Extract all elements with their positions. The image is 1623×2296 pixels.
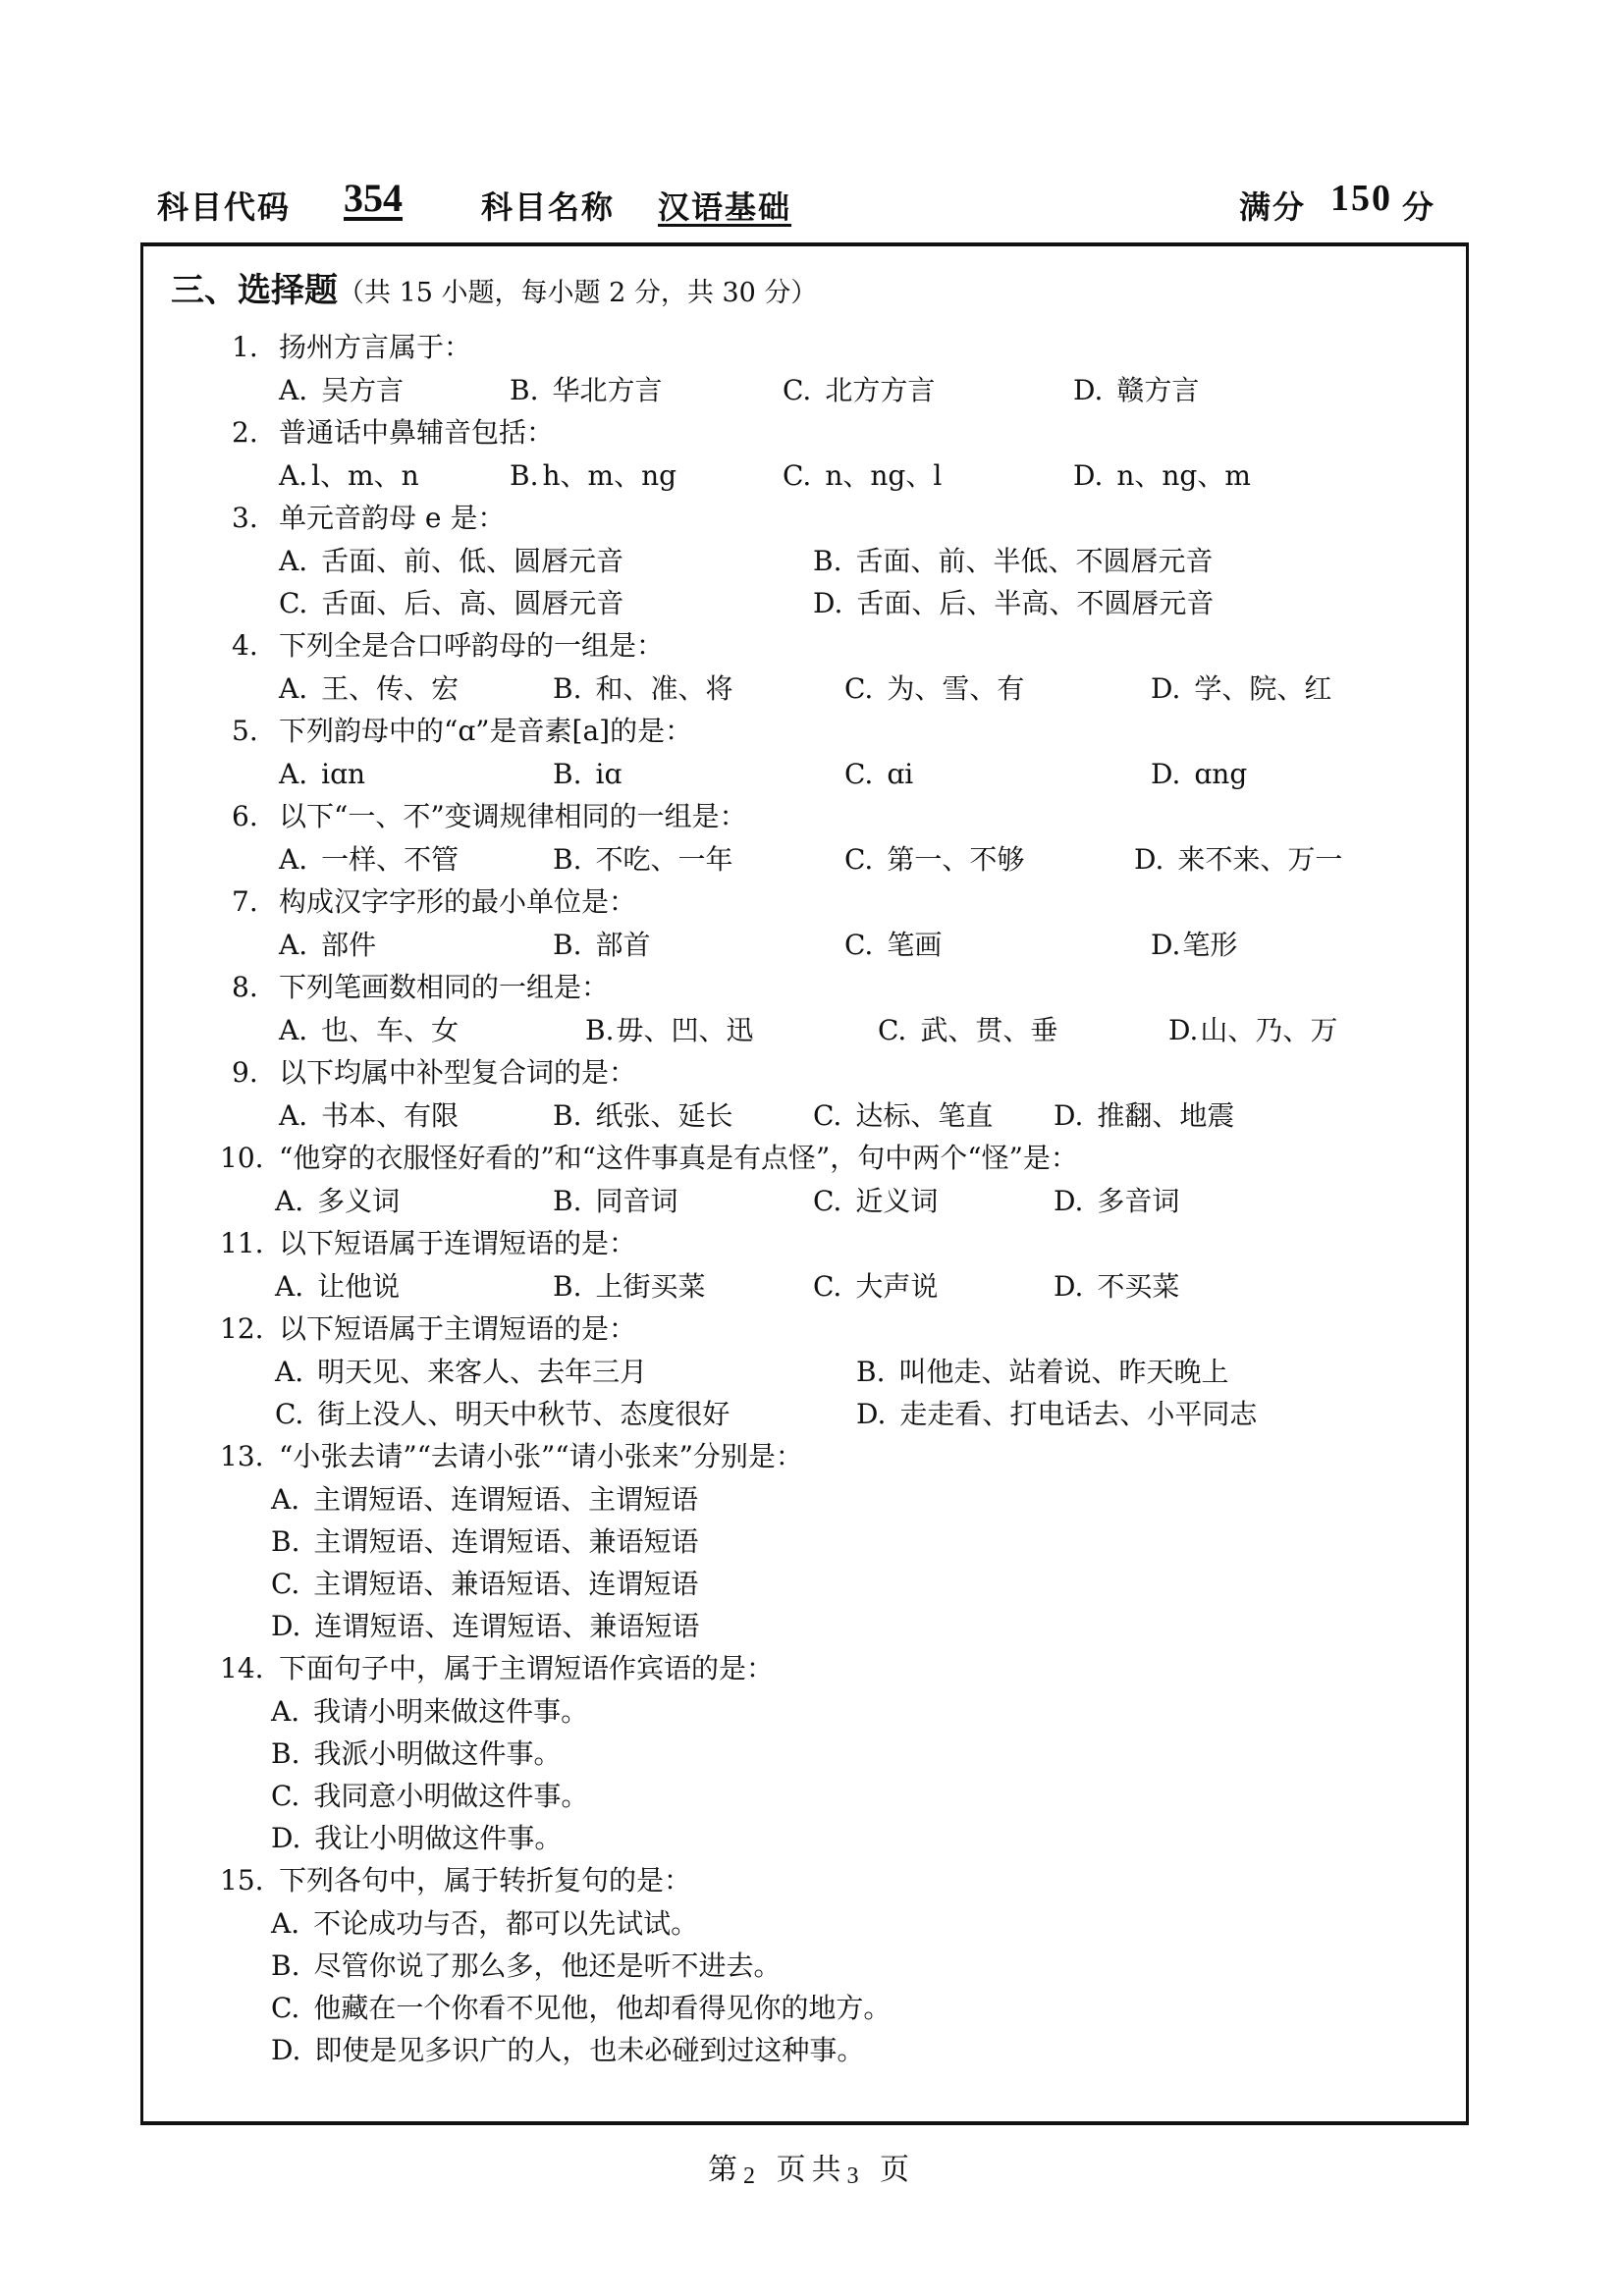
option-a: A. 让他说 <box>275 1270 401 1303</box>
option-row <box>0 1692 1623 1732</box>
option-row <box>0 669 1623 709</box>
option-row <box>0 542 1623 581</box>
option-b: B. 主谓短语、连谓短语、兼语短语 <box>271 1525 699 1558</box>
option-d: D. 推翻、地震 <box>1054 1099 1235 1132</box>
option-row <box>0 1011 1623 1050</box>
option-b: B. 部首 <box>553 929 651 961</box>
option-b: B. iɑ <box>553 758 622 790</box>
option-row <box>0 1267 1623 1307</box>
option-c: C. 达标、笔直 <box>813 1099 994 1132</box>
option-d: D. n、ng、m <box>1073 459 1251 492</box>
option-c: C. ɑi <box>844 758 914 790</box>
option-c: C. 街上没人、明天中秋节、态度很好 <box>275 1398 730 1430</box>
full-score-unit: 分 <box>1402 188 1436 226</box>
option-c: C. 我同意小明做这件事。 <box>271 1780 589 1812</box>
option-a: A. 我请小明来做这件事。 <box>271 1695 589 1728</box>
option-d: D. ɑng <box>1151 758 1248 790</box>
option-d: D.山、乃、万 <box>1168 1014 1338 1046</box>
option-row <box>0 926 1623 965</box>
option-row <box>0 1819 1623 1858</box>
option-b: B. 纸张、延长 <box>553 1099 733 1132</box>
option-row <box>0 1989 1623 2028</box>
option-d: D. 走走看、打电话去、小平同志 <box>856 1398 1258 1430</box>
question-stem: 10. “他穿的衣服怪好看的”和“这件事真是有点怪”，句中两个“怪”是： <box>220 1142 1078 1174</box>
subject-code-value: 354 <box>344 176 403 220</box>
option-b: B. 叫他走、站着说、昨天晚上 <box>856 1356 1229 1388</box>
option-a: A. 吴方言 <box>279 374 405 406</box>
option-d: D. 赣方言 <box>1073 374 1200 406</box>
question-stem: 4. 下列全是合口呼韵母的一组是： <box>232 629 665 662</box>
option-c: C. n、ng、l <box>783 459 943 492</box>
option-a: A. 一样、不管 <box>279 843 460 876</box>
option-row <box>0 1480 1623 1520</box>
option-a: A. 多义词 <box>275 1185 401 1217</box>
question-stem: 5. 下列韵母中的“ɑ”是音素[a]的是： <box>232 715 693 747</box>
option-row <box>0 755 1623 794</box>
option-c: C. 舌面、后、高、圆唇元音 <box>279 587 624 619</box>
option-a: A. 部件 <box>279 929 377 961</box>
question-stem: 12. 以下短语属于主谓短语的是： <box>220 1312 637 1345</box>
option-d: D. 来不来、万一 <box>1134 843 1343 876</box>
option-c: C. 北方方言 <box>783 374 936 406</box>
question-stem: 6. 以下“一、不”变调规律相同的一组是： <box>232 800 747 832</box>
option-row <box>0 840 1623 880</box>
question-stem: 8. 下列笔画数相同的一组是： <box>232 971 610 1003</box>
option-row <box>0 456 1623 496</box>
option-c: C. 主谓短语、兼语短语、连谓短语 <box>271 1568 699 1600</box>
option-b: B. h、m、ng <box>510 459 677 492</box>
option-a: A. l、m、n <box>279 459 419 492</box>
option-a: A. 舌面、前、低、圆唇元音 <box>279 545 624 577</box>
option-a: A. 王、传、宏 <box>279 672 460 705</box>
subject-code-label: 科目代码 <box>157 188 292 226</box>
option-a: A. 主谓短语、连谓短语、主谓短语 <box>271 1483 699 1516</box>
option-b: B. 我派小明做这件事。 <box>271 1737 562 1770</box>
option-row <box>0 1182 1623 1221</box>
option-b: B. 不吃、一年 <box>553 843 733 876</box>
option-row <box>0 1735 1623 1774</box>
option-d: D. 即使是见多识广的人，也未必碰到过这种事。 <box>271 2034 865 2066</box>
option-b: B. 尽管你说了那么多，他还是听不进去。 <box>271 1949 782 1982</box>
full-score-label: 满分 <box>1239 188 1307 226</box>
option-b: B. 同音词 <box>553 1185 678 1217</box>
section-title <box>171 263 817 311</box>
exam-header <box>157 175 1443 234</box>
question-stem: 14. 下面句子中，属于主谓短语作宾语的是： <box>220 1652 775 1684</box>
question-stem: 2. 普通话中鼻辅音包括： <box>232 416 555 449</box>
question-stem: 13. “小张去请”“去请小张”“请小张来”分别是： <box>220 1440 803 1472</box>
option-c: C. 第一、不够 <box>844 843 1025 876</box>
option-row <box>0 1353 1623 1392</box>
question-stem: 7. 构成汉字字形的最小单位是： <box>232 885 637 918</box>
option-d: D. 不买菜 <box>1054 1270 1180 1303</box>
option-a: A. 也、车、女 <box>279 1014 460 1046</box>
option-c: C. 武、贯、垂 <box>878 1014 1058 1046</box>
question-stem: 15. 下列各句中，属于转折复句的是： <box>220 1864 692 1896</box>
section-note: （共 15 小题，每小题 2 分，共 30 分） <box>338 278 818 308</box>
option-row <box>0 1096 1623 1136</box>
option-row <box>0 371 1623 410</box>
question-stem: 1. 扬州方言属于： <box>232 331 472 363</box>
option-a: A. 明天见、来客人、去年三月 <box>275 1356 648 1388</box>
option-c: C. 大声说 <box>813 1270 939 1303</box>
option-b: B. 和、准、将 <box>553 672 733 705</box>
option-c: C. 笔画 <box>844 929 943 961</box>
option-row <box>0 1395 1623 1434</box>
option-c: C. 为、雪、有 <box>844 672 1025 705</box>
option-d: D. 舌面、后、半高、不圆唇元音 <box>813 587 1215 619</box>
option-c: C. 近义词 <box>813 1185 939 1217</box>
option-b: B. 华北方言 <box>510 374 663 406</box>
option-b: B. 上街买菜 <box>553 1270 706 1303</box>
option-d: D. 我让小明做这件事。 <box>271 1822 563 1854</box>
option-row <box>0 584 1623 623</box>
option-row <box>0 1947 1623 1986</box>
option-d: D. 连谓短语、连谓短语、兼语短语 <box>271 1610 700 1642</box>
full-score-value: 150 <box>1330 178 1392 219</box>
question-stem: 11. 以下短语属于连谓短语的是： <box>220 1227 637 1259</box>
option-row <box>0 1607 1623 1646</box>
option-d: D. 多音词 <box>1054 1185 1180 1217</box>
section-heading: 三、选择题 <box>171 271 338 310</box>
option-d: D. 学、院、红 <box>1151 672 1332 705</box>
question-stem: 3. 单元音韵母 e 是： <box>232 502 506 534</box>
option-row <box>0 1565 1623 1604</box>
page-number: 第2 页共3 页 <box>707 2153 916 2189</box>
option-d: D.笔形 <box>1151 929 1238 961</box>
option-a: A. iɑn <box>279 758 366 790</box>
option-a: A. 不论成功与否，都可以先试试。 <box>271 1907 699 1940</box>
subject-name-label: 科目名称 <box>481 188 616 226</box>
option-row <box>0 2031 1623 2070</box>
option-b: B. 舌面、前、半低、不圆唇元音 <box>813 545 1214 577</box>
option-a: A. 书本、有限 <box>279 1099 460 1132</box>
question-stem: 9. 以下均属中补型复合词的是： <box>232 1056 637 1089</box>
option-c: C. 他藏在一个你看不见他，他却看得见你的地方。 <box>271 1992 892 2024</box>
subject-name-value: 汉语基础 <box>658 188 792 226</box>
option-row <box>0 1777 1623 1816</box>
option-row <box>0 1522 1623 1562</box>
option-row <box>0 1904 1623 1944</box>
option-b: B.毋、凹、迅 <box>585 1014 754 1046</box>
